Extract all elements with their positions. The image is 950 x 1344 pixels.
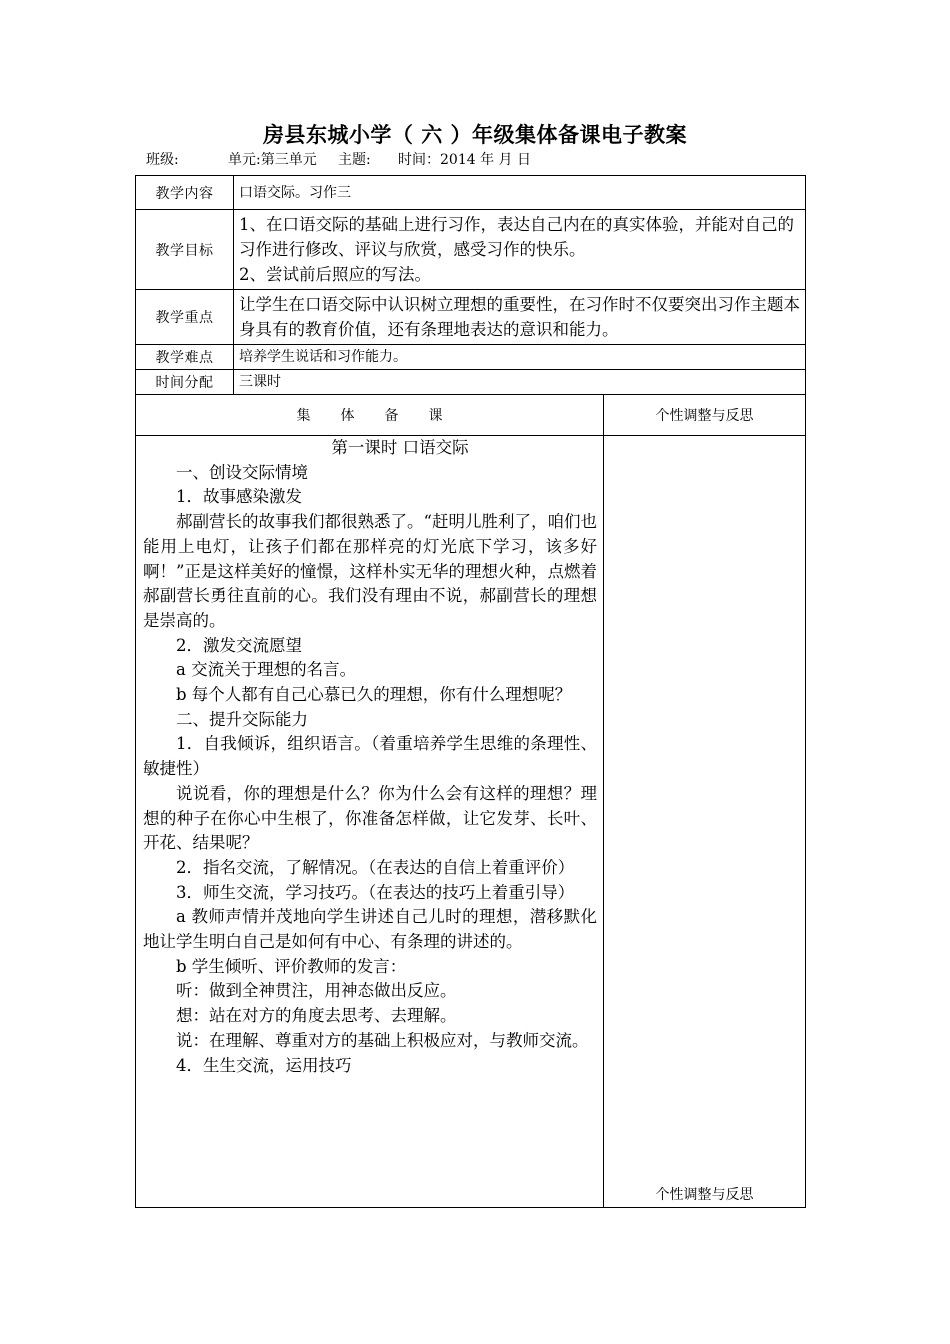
lesson-content [136, 436, 604, 1208]
paragraph: a 教师声情并茂地向学生讲述自己儿时的理想，潜移默化地让学生明白自己是如何有中心、有条理的讲述的。 [143, 907, 597, 952]
paragraph: 说：在理解、尊重对方的基础上积极应对，与教师交流。 [176, 1030, 589, 1050]
paragraph: 听：做到全神贯注，用神态做出反应。 [176, 981, 457, 1001]
row-focus [136, 290, 806, 345]
row-value [234, 210, 806, 290]
paragraph: 2．激发交流愿望 [176, 635, 302, 655]
row-label: 教学重点 [136, 290, 234, 345]
lesson-title: 第一课时 口语交际 [331, 438, 469, 457]
unit-label: 单元:第三单元 [228, 152, 317, 168]
row-value: 让学生在口语交际中认识树立理想的重要性，在习作时不仅要突出习作主题本身具有的教育价值，还有条理地表达的意识和能力。 [234, 290, 806, 345]
meta-line [146, 150, 531, 170]
row-label: 教学难点 [136, 345, 234, 370]
row-time-allocation [136, 370, 806, 395]
row-label: 教学内容 [136, 176, 234, 210]
paragraph: 2．指名交流，了解情况。（在表达的自信上着重评价） [176, 857, 575, 877]
paragraph: b 学生倾听、评价教师的发言： [176, 956, 407, 976]
row-value: 三课时 [234, 370, 806, 395]
lesson-plan-table [135, 175, 806, 1208]
goal-line: 1、在口语交际的基础上进行习作，表达自己内在的真实体验，并能对自己的习作进行修改、评议与欣赏，感受习作的快乐。 [239, 215, 794, 259]
goal-line: 2、尝试前后照应的写法。 [239, 265, 431, 284]
row-value: 培养学生说话和习作能力。 [234, 345, 806, 370]
lesson-body-row [136, 436, 806, 1208]
row-goals [136, 210, 806, 290]
time-label: 时间：2014 年 月 日 [398, 152, 531, 168]
paragraph: 1．故事感染激发 [176, 487, 302, 507]
topic-label: 主题: [338, 152, 371, 168]
row-content [136, 176, 806, 210]
group-prep-header: 集 体 备 课 [136, 395, 604, 436]
paragraph: 想：站在对方的角度去思考、去理解。 [176, 1006, 457, 1026]
row-label: 教学目标 [136, 210, 234, 290]
paragraph: b 每个人都有自己心慕已久的理想，你有什么理想呢？ [176, 685, 572, 705]
paragraph: 1．自我倾诉，组织语言。（着重培养学生思维的条理性、敏捷性） [143, 734, 597, 779]
paragraph: 说说看，你的理想是什么？你为什么会有这样的理想？理想的种子在你心中生根了，你准备怎样做，让它发芽、长叶、开花、结果呢？ [143, 783, 597, 853]
paragraph: a 交流关于理想的名言。 [176, 660, 357, 680]
page-title: 房县东城小学（ 六 ）年级集体备课电子教案 [262, 122, 688, 147]
paragraph: 二、提升交际能力 [176, 709, 308, 729]
class-label: 班级: [146, 152, 179, 168]
row-value: 口语交际。习作三 [234, 176, 806, 210]
paragraph: 4．生生交流，运用技巧 [176, 1055, 352, 1075]
paragraph: 一、创设交际情境 [176, 462, 308, 482]
reflection-header: 个性调整与反思 [604, 395, 806, 436]
reflection-column: 个性调整与反思 [604, 436, 806, 1208]
paragraph: 郝副营长的故事我们都很熟悉了。“赶明儿胜利了，咱们也能用上电灯，让孩子们都在那样亮的灯光底下学习，该多好啊！”正是这样美好的憧憬，这样朴实无华的理想火种，点燃着郝副营长勇往直前的心。我们没有理由不说，郝副营长的理想是崇高的。 [143, 512, 597, 630]
paragraph: 3．师生交流，学习技巧。（在表达的技巧上着重引导） [176, 882, 575, 902]
row-difficulty [136, 345, 806, 370]
row-label: 时间分配 [136, 370, 234, 395]
section-header-row [136, 395, 806, 436]
